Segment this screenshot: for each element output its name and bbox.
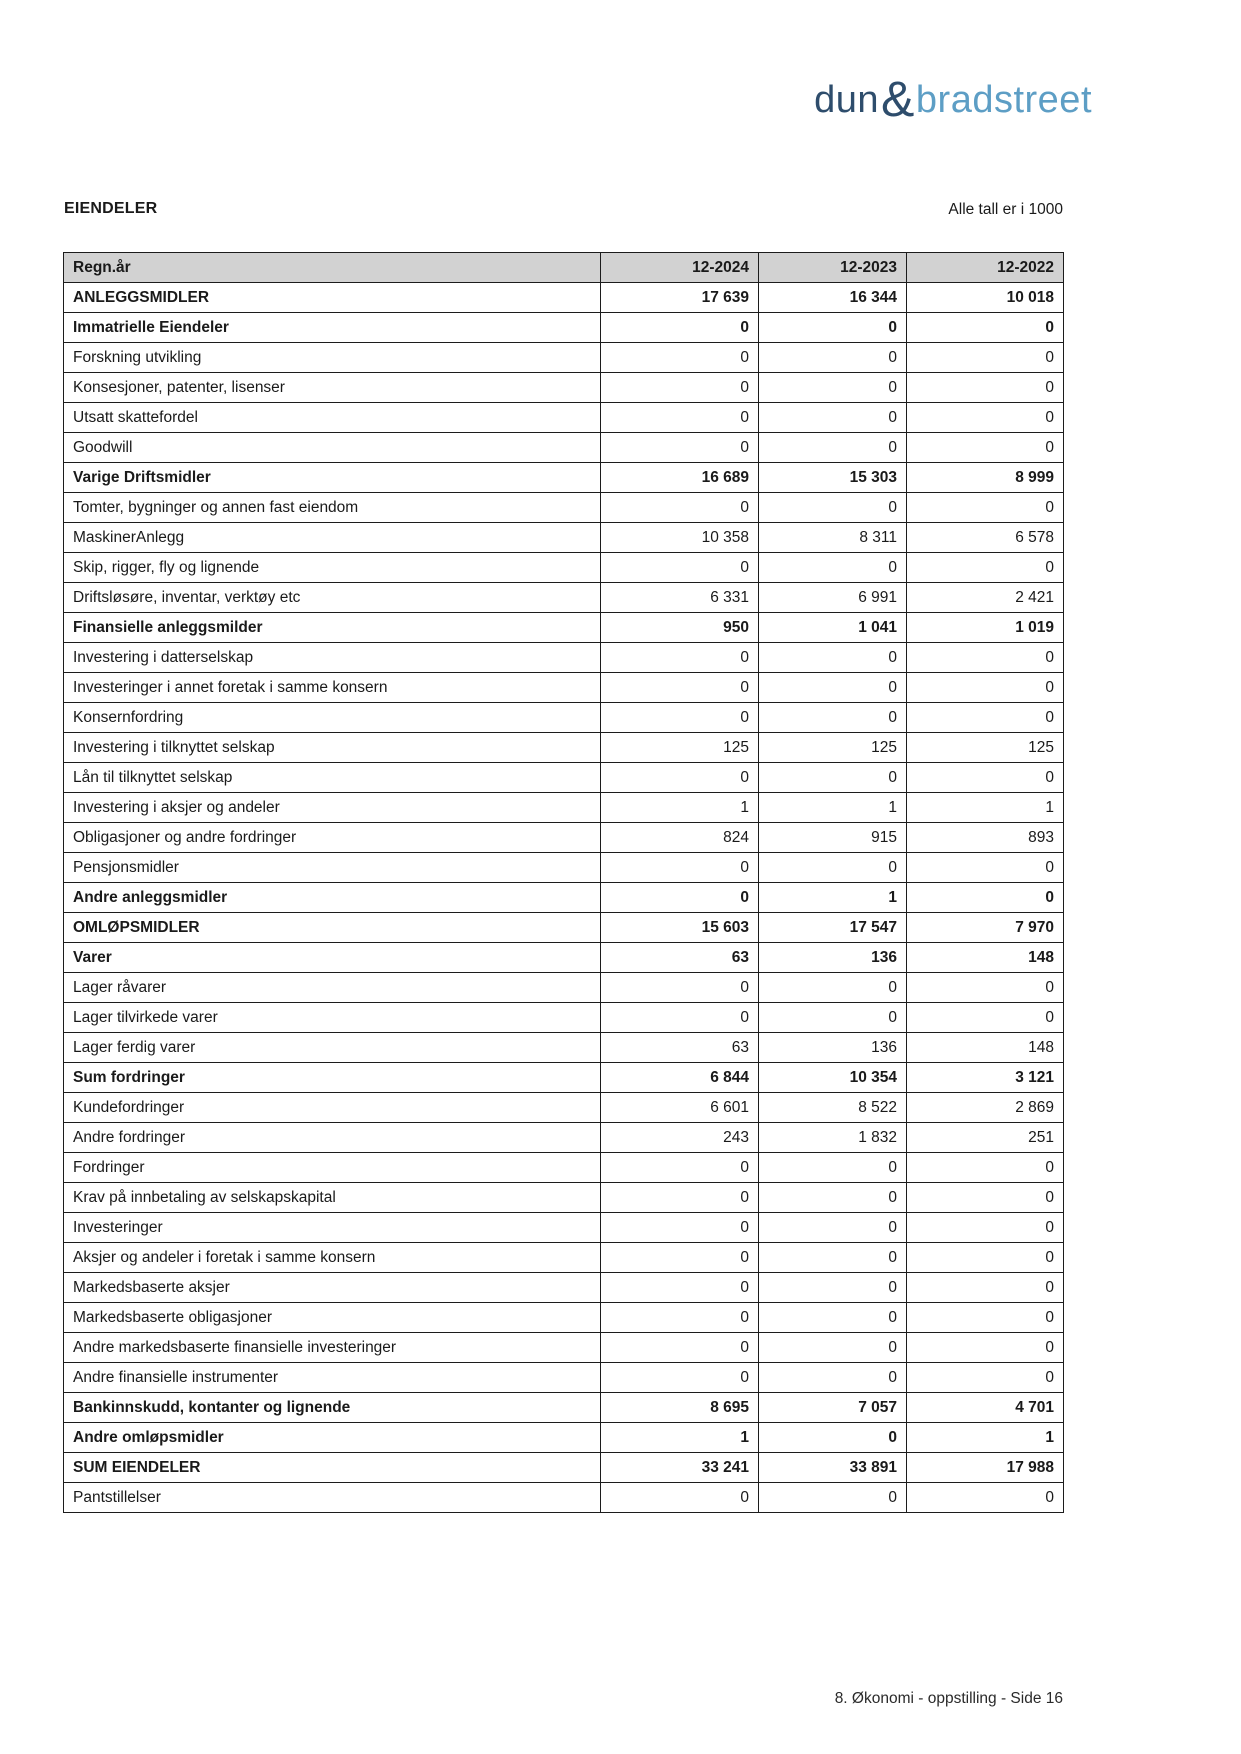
row-label: Lager tilvirkede varer [64, 1003, 601, 1033]
row-value: 0 [907, 343, 1064, 373]
row-label: Lager ferdig varer [64, 1033, 601, 1063]
row-value: 0 [601, 1363, 759, 1393]
row-value: 0 [601, 433, 759, 463]
table-row [64, 1273, 1064, 1303]
table-row [64, 793, 1064, 823]
row-value: 0 [759, 403, 907, 433]
table-row [64, 673, 1064, 703]
row-value: 16 344 [759, 283, 907, 313]
row-value: 0 [601, 493, 759, 523]
table-row [64, 493, 1064, 523]
table-row [64, 1063, 1064, 1093]
row-value: 33 241 [601, 1453, 759, 1483]
row-value: 1 832 [759, 1123, 907, 1153]
row-label: Investeringer i annet foretak i samme konsern [64, 673, 601, 703]
row-label: Utsatt skattefordel [64, 403, 601, 433]
row-label: Markedsbaserte obligasjoner [64, 1303, 601, 1333]
row-value: 7 970 [907, 913, 1064, 943]
row-value: 0 [907, 1363, 1064, 1393]
row-label: Pensjonsmidler [64, 853, 601, 883]
row-value: 0 [601, 1303, 759, 1333]
table-row [64, 1183, 1064, 1213]
row-label: Driftsløsøre, inventar, verktøy etc [64, 583, 601, 613]
row-value: 0 [907, 313, 1064, 343]
row-label: Aksjer og andeler i foretak i samme konsern [64, 1243, 601, 1273]
row-value: 0 [601, 403, 759, 433]
row-label: Investering i tilknyttet selskap [64, 733, 601, 763]
row-value: 0 [601, 1243, 759, 1273]
row-value: 63 [601, 1033, 759, 1063]
row-value: 3 121 [907, 1063, 1064, 1093]
row-value: 0 [907, 1183, 1064, 1213]
row-value: 0 [601, 703, 759, 733]
row-label: Markedsbaserte aksjer [64, 1273, 601, 1303]
row-value: 0 [601, 1183, 759, 1213]
row-value: 0 [907, 1153, 1064, 1183]
row-value: 0 [759, 313, 907, 343]
row-value: 1 019 [907, 613, 1064, 643]
row-value: 1 [759, 793, 907, 823]
row-value: 0 [601, 1153, 759, 1183]
table-header-row [64, 253, 1064, 283]
row-value: 0 [759, 433, 907, 463]
row-value: 15 603 [601, 913, 759, 943]
table-row [64, 403, 1064, 433]
row-label: Skip, rigger, fly og lignende [64, 553, 601, 583]
row-value: 1 [907, 793, 1064, 823]
logo-ampersand-icon: & [881, 71, 915, 127]
row-value: 0 [601, 1273, 759, 1303]
table-row [64, 523, 1064, 553]
row-label: Fordringer [64, 1153, 601, 1183]
table-header-year-2022: 12-2022 [907, 253, 1064, 283]
row-label: Lager råvarer [64, 973, 601, 1003]
table-header-year-2023: 12-2023 [759, 253, 907, 283]
row-value: 0 [907, 643, 1064, 673]
row-value: 125 [907, 733, 1064, 763]
row-label: Sum fordringer [64, 1063, 601, 1093]
row-value: 0 [759, 493, 907, 523]
table-row [64, 703, 1064, 733]
balance-table [63, 252, 1064, 1513]
row-value: 0 [601, 1003, 759, 1033]
row-value: 915 [759, 823, 907, 853]
row-value: 0 [759, 1183, 907, 1213]
row-value: 0 [907, 1303, 1064, 1333]
row-value: 243 [601, 1123, 759, 1153]
row-value: 0 [907, 373, 1064, 403]
row-value: 0 [759, 1423, 907, 1453]
table-row [64, 343, 1064, 373]
row-label: Andre anleggsmidler [64, 883, 601, 913]
row-value: 0 [907, 433, 1064, 463]
table-row [64, 1423, 1064, 1453]
table-row [64, 613, 1064, 643]
row-value: 0 [759, 343, 907, 373]
row-value: 0 [759, 673, 907, 703]
row-value: 0 [601, 1333, 759, 1363]
logo-text-bradstreet: bradstreet [915, 79, 1092, 121]
row-value: 10 354 [759, 1063, 907, 1093]
row-value: 0 [907, 763, 1064, 793]
row-label: Forskning utvikling [64, 343, 601, 373]
row-value: 8 695 [601, 1393, 759, 1423]
row-value: 17 639 [601, 283, 759, 313]
row-value: 8 311 [759, 523, 907, 553]
table-row [64, 463, 1064, 493]
row-value: 10 018 [907, 283, 1064, 313]
row-value: 0 [759, 973, 907, 1003]
row-value: 136 [759, 943, 907, 973]
row-value: 0 [601, 643, 759, 673]
row-value: 1 [907, 1423, 1064, 1453]
row-value: 0 [759, 1213, 907, 1243]
row-label: Investering i datterselskap [64, 643, 601, 673]
row-value: 2 421 [907, 583, 1064, 613]
row-value: 0 [907, 703, 1064, 733]
table-row [64, 853, 1064, 883]
row-value: 0 [601, 883, 759, 913]
table-row [64, 283, 1064, 313]
row-value: 0 [907, 1483, 1064, 1513]
row-value: 2 869 [907, 1093, 1064, 1123]
row-value: 1 [601, 1423, 759, 1453]
row-value: 148 [907, 1033, 1064, 1063]
row-value: 0 [907, 883, 1064, 913]
row-value: 1 [601, 793, 759, 823]
row-label: Varige Driftsmidler [64, 463, 601, 493]
row-label: Varer [64, 943, 601, 973]
row-value: 0 [907, 1243, 1064, 1273]
row-value: 8 999 [907, 463, 1064, 493]
table-row [64, 1453, 1064, 1483]
row-value: 0 [601, 553, 759, 583]
table-row [64, 1153, 1064, 1183]
table-row [64, 1333, 1064, 1363]
table-row [64, 1003, 1064, 1033]
row-value: 0 [759, 1483, 907, 1513]
row-value: 0 [759, 1003, 907, 1033]
row-value: 63 [601, 943, 759, 973]
row-value: 0 [759, 553, 907, 583]
row-value: 0 [601, 973, 759, 1003]
row-value: 7 057 [759, 1393, 907, 1423]
row-label: Immatrielle Eiendeler [64, 313, 601, 343]
row-value: 0 [601, 1483, 759, 1513]
row-label: Finansielle anleggsmilder [64, 613, 601, 643]
row-value: 0 [601, 373, 759, 403]
row-value: 6 331 [601, 583, 759, 613]
table-row [64, 883, 1064, 913]
row-value: 6 991 [759, 583, 907, 613]
row-label: Andre omløpsmidler [64, 1423, 601, 1453]
row-label: Konsesjoner, patenter, lisenser [64, 373, 601, 403]
logo-text-dun: dun [814, 79, 880, 121]
table-body [64, 283, 1064, 1513]
row-value: 6 578 [907, 523, 1064, 553]
row-value: 0 [907, 1273, 1064, 1303]
row-value: 0 [907, 1003, 1064, 1033]
row-value: 0 [759, 643, 907, 673]
row-value: 0 [907, 553, 1064, 583]
row-value: 16 689 [601, 463, 759, 493]
row-value: 4 701 [907, 1393, 1064, 1423]
row-label: OMLØPSMIDLER [64, 913, 601, 943]
row-value: 0 [907, 493, 1064, 523]
row-label: Pantstillelser [64, 1483, 601, 1513]
row-value: 6 844 [601, 1063, 759, 1093]
row-value: 0 [601, 763, 759, 793]
table-row [64, 733, 1064, 763]
row-value: 0 [759, 853, 907, 883]
row-value: 8 522 [759, 1093, 907, 1123]
row-label: MaskinerAnlegg [64, 523, 601, 553]
row-value: 0 [907, 973, 1064, 1003]
row-label: Konsernfordring [64, 703, 601, 733]
table-row [64, 1243, 1064, 1273]
row-value: 17 547 [759, 913, 907, 943]
row-label: Investering i aksjer og andeler [64, 793, 601, 823]
table-row [64, 313, 1064, 343]
table-row [64, 583, 1064, 613]
row-value: 33 891 [759, 1453, 907, 1483]
row-value: 0 [759, 373, 907, 403]
row-value: 0 [759, 1303, 907, 1333]
row-label: Investeringer [64, 1213, 601, 1243]
row-value: 6 601 [601, 1093, 759, 1123]
row-value: 0 [759, 703, 907, 733]
row-label: Kundefordringer [64, 1093, 601, 1123]
table-row [64, 373, 1064, 403]
table-row [64, 1213, 1064, 1243]
row-label: Obligasjoner og andre fordringer [64, 823, 601, 853]
row-value: 0 [759, 1273, 907, 1303]
table-row [64, 1363, 1064, 1393]
row-value: 136 [759, 1033, 907, 1063]
row-value: 0 [907, 853, 1064, 883]
row-label: Andre markedsbaserte finansielle investeringer [64, 1333, 601, 1363]
row-label: Tomter, bygninger og annen fast eiendom [64, 493, 601, 523]
row-value: 0 [601, 673, 759, 703]
row-value: 148 [907, 943, 1064, 973]
table-header-regnar: Regn.år [64, 253, 601, 283]
section-title: EIENDELER [64, 200, 158, 217]
row-value: 0 [759, 1363, 907, 1393]
row-value: 893 [907, 823, 1064, 853]
row-value: 0 [759, 1243, 907, 1273]
row-value: 0 [759, 1153, 907, 1183]
row-value: 15 303 [759, 463, 907, 493]
table-row [64, 913, 1064, 943]
table-row [64, 763, 1064, 793]
row-value: 10 358 [601, 523, 759, 553]
dnb-logo [814, 70, 1092, 129]
row-value: 0 [759, 763, 907, 793]
row-value: 1 041 [759, 613, 907, 643]
table-row [64, 1393, 1064, 1423]
row-label: Bankinnskudd, kontanter og lignende [64, 1393, 601, 1423]
row-value: 0 [907, 403, 1064, 433]
table-row [64, 943, 1064, 973]
table-row [64, 1033, 1064, 1063]
row-label: Goodwill [64, 433, 601, 463]
row-label: Lån til tilknyttet selskap [64, 763, 601, 793]
units-note: Alle tall er i 1000 [948, 201, 1063, 218]
page-footer-label: 8. Økonomi - oppstilling - Side 16 [834, 1690, 1063, 1707]
table-row [64, 1483, 1064, 1513]
table-row [64, 1093, 1064, 1123]
row-value: 0 [601, 1213, 759, 1243]
row-value: 0 [601, 853, 759, 883]
row-value: 0 [601, 313, 759, 343]
row-value: 125 [601, 733, 759, 763]
row-label: Andre fordringer [64, 1123, 601, 1153]
table-row [64, 1123, 1064, 1153]
row-value: 1 [759, 883, 907, 913]
row-value: 125 [759, 733, 907, 763]
section-heading-line [63, 200, 1063, 222]
row-label: SUM EIENDELER [64, 1453, 601, 1483]
table-row [64, 643, 1064, 673]
table-row [64, 433, 1064, 463]
table-row [64, 823, 1064, 853]
row-value: 17 988 [907, 1453, 1064, 1483]
table-row [64, 1303, 1064, 1333]
table-row [64, 973, 1064, 1003]
row-label: ANLEGGSMIDLER [64, 283, 601, 313]
row-value: 251 [907, 1123, 1064, 1153]
row-label: Krav på innbetaling av selskapskapital [64, 1183, 601, 1213]
row-value: 0 [601, 343, 759, 373]
row-value: 0 [907, 673, 1064, 703]
row-value: 0 [759, 1333, 907, 1363]
row-value: 824 [601, 823, 759, 853]
row-label: Andre finansielle instrumenter [64, 1363, 601, 1393]
row-value: 0 [907, 1333, 1064, 1363]
row-value: 950 [601, 613, 759, 643]
row-value: 0 [907, 1213, 1064, 1243]
table-header-year-2024: 12-2024 [601, 253, 759, 283]
table-row [64, 553, 1064, 583]
